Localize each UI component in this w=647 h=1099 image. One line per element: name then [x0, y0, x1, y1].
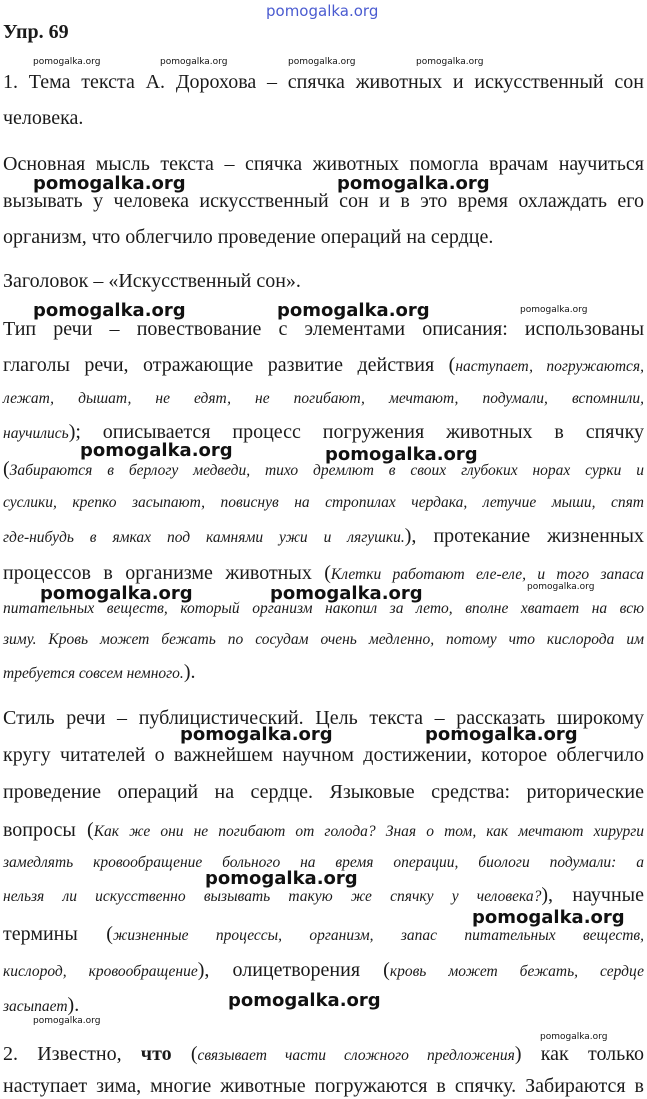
text-line: кислород, кровообращение), олицетворения (кровь может бежать, сердце [3, 959, 644, 981]
text-line: 2. Известно, что (связывает части сложного предложения) как только [3, 1043, 644, 1065]
text-line: требуется совсем немного.). [3, 661, 196, 683]
watermark: pomogalka.org [337, 173, 490, 194]
watermark: pomogalka.org [540, 1032, 608, 1042]
watermark: pomogalka.org [33, 173, 186, 194]
watermark: pomogalka.org [520, 305, 588, 315]
text-line: вопросы (Как же они не погибают от голода? Зная о том, как мечтают хирурги [3, 819, 644, 841]
watermark: pomogalka.org [160, 57, 228, 67]
watermark: pomogalka.org [33, 300, 186, 321]
watermark: pomogalka.org [270, 583, 423, 604]
text-line: замедлять кровообращение больного на время операции, биологи подумали: а [3, 854, 644, 871]
text-line: глаголы речи, отражающие развитие действия (наступает, погружаются, [3, 354, 644, 376]
watermark: pomogalka.org [325, 444, 478, 465]
text-line: зиму. Кровь может бежать по сосудам очень медленно, потому что кислорода им [3, 631, 644, 648]
text-line: суслики, крепко засыпают, повиснув на стропилах чердака, летучие мыши, спят [3, 494, 644, 511]
watermark: pomogalka.org [205, 868, 358, 889]
watermark: pomogalka.org [277, 300, 430, 321]
watermark: pomogalka.org [33, 1016, 101, 1026]
exercise-title: Упр. 69 [3, 21, 69, 43]
watermark-top: pomogalka.org [266, 2, 379, 20]
text-line: наступает зима, многие животные погружаются в спячку. Забираются в [3, 1075, 644, 1097]
text-line: питательных веществ, который организм накопил за лето, вполне хватает на всю [3, 600, 644, 617]
watermark: pomogalka.org [80, 440, 233, 461]
text-line: вызывать у человека искусственный сон и в это время охлаждать его [3, 190, 644, 212]
watermark: pomogalka.org [228, 990, 381, 1011]
text-line: лежат, дышат, не едят, не погибают, мечтают, подумали, вспомнили, [3, 390, 644, 407]
text-line: научились); описывается процесс погружения животных в спячку [3, 421, 644, 443]
watermark: pomogalka.org [425, 724, 578, 745]
text-line: Тип речи – повествование с элементами описания: использованы [3, 318, 644, 340]
text-line: где-нибудь в ямках под камнями ужи и лягушки.), протекание жизненных [3, 525, 644, 547]
watermark: pomogalka.org [288, 57, 356, 67]
watermark: pomogalka.org [180, 724, 333, 745]
watermark: pomogalka.org [33, 57, 101, 67]
text-line: засыпает). [3, 994, 80, 1016]
text-line: человека. [3, 107, 84, 129]
watermark: pomogalka.org [416, 57, 484, 67]
text-line: Основная мысль текста – спячка животных помогла врачам научиться [3, 153, 644, 175]
text-line: кругу читателей о важнейшем научном достижении, которое облегчило [3, 744, 644, 766]
text-line: проведение операций на сердце. Языковые средства: риторические [3, 781, 644, 803]
text-line: Стиль речи – публицистический. Цель текста – рассказать широкому [3, 707, 644, 729]
text-line: организм, что облегчило проведение операций на сердце. [3, 226, 494, 248]
text-line: 1. Тема текста А. Дорохова – спячка животных и искусственный сон [3, 71, 644, 93]
text-line: процессов в организме животных (Клетки работают еле-еле, и того запаса [3, 562, 644, 584]
watermark: pomogalka.org [527, 582, 595, 592]
watermark: pomogalka.org [40, 583, 193, 604]
text-line: Заголовок – «Искусственный сон». [3, 270, 301, 292]
text-line: (Забираются в берлогу медведи, тихо дремлют в своих глубоких норах сурки и [3, 458, 644, 480]
watermark: pomogalka.org [472, 907, 625, 928]
text-line: нельзя ли искусственно вызывать такую же спячку у человека?), научные [3, 884, 644, 906]
text-line: термины (жизненные процессы, организм, запас питательных веществ, [3, 923, 644, 945]
